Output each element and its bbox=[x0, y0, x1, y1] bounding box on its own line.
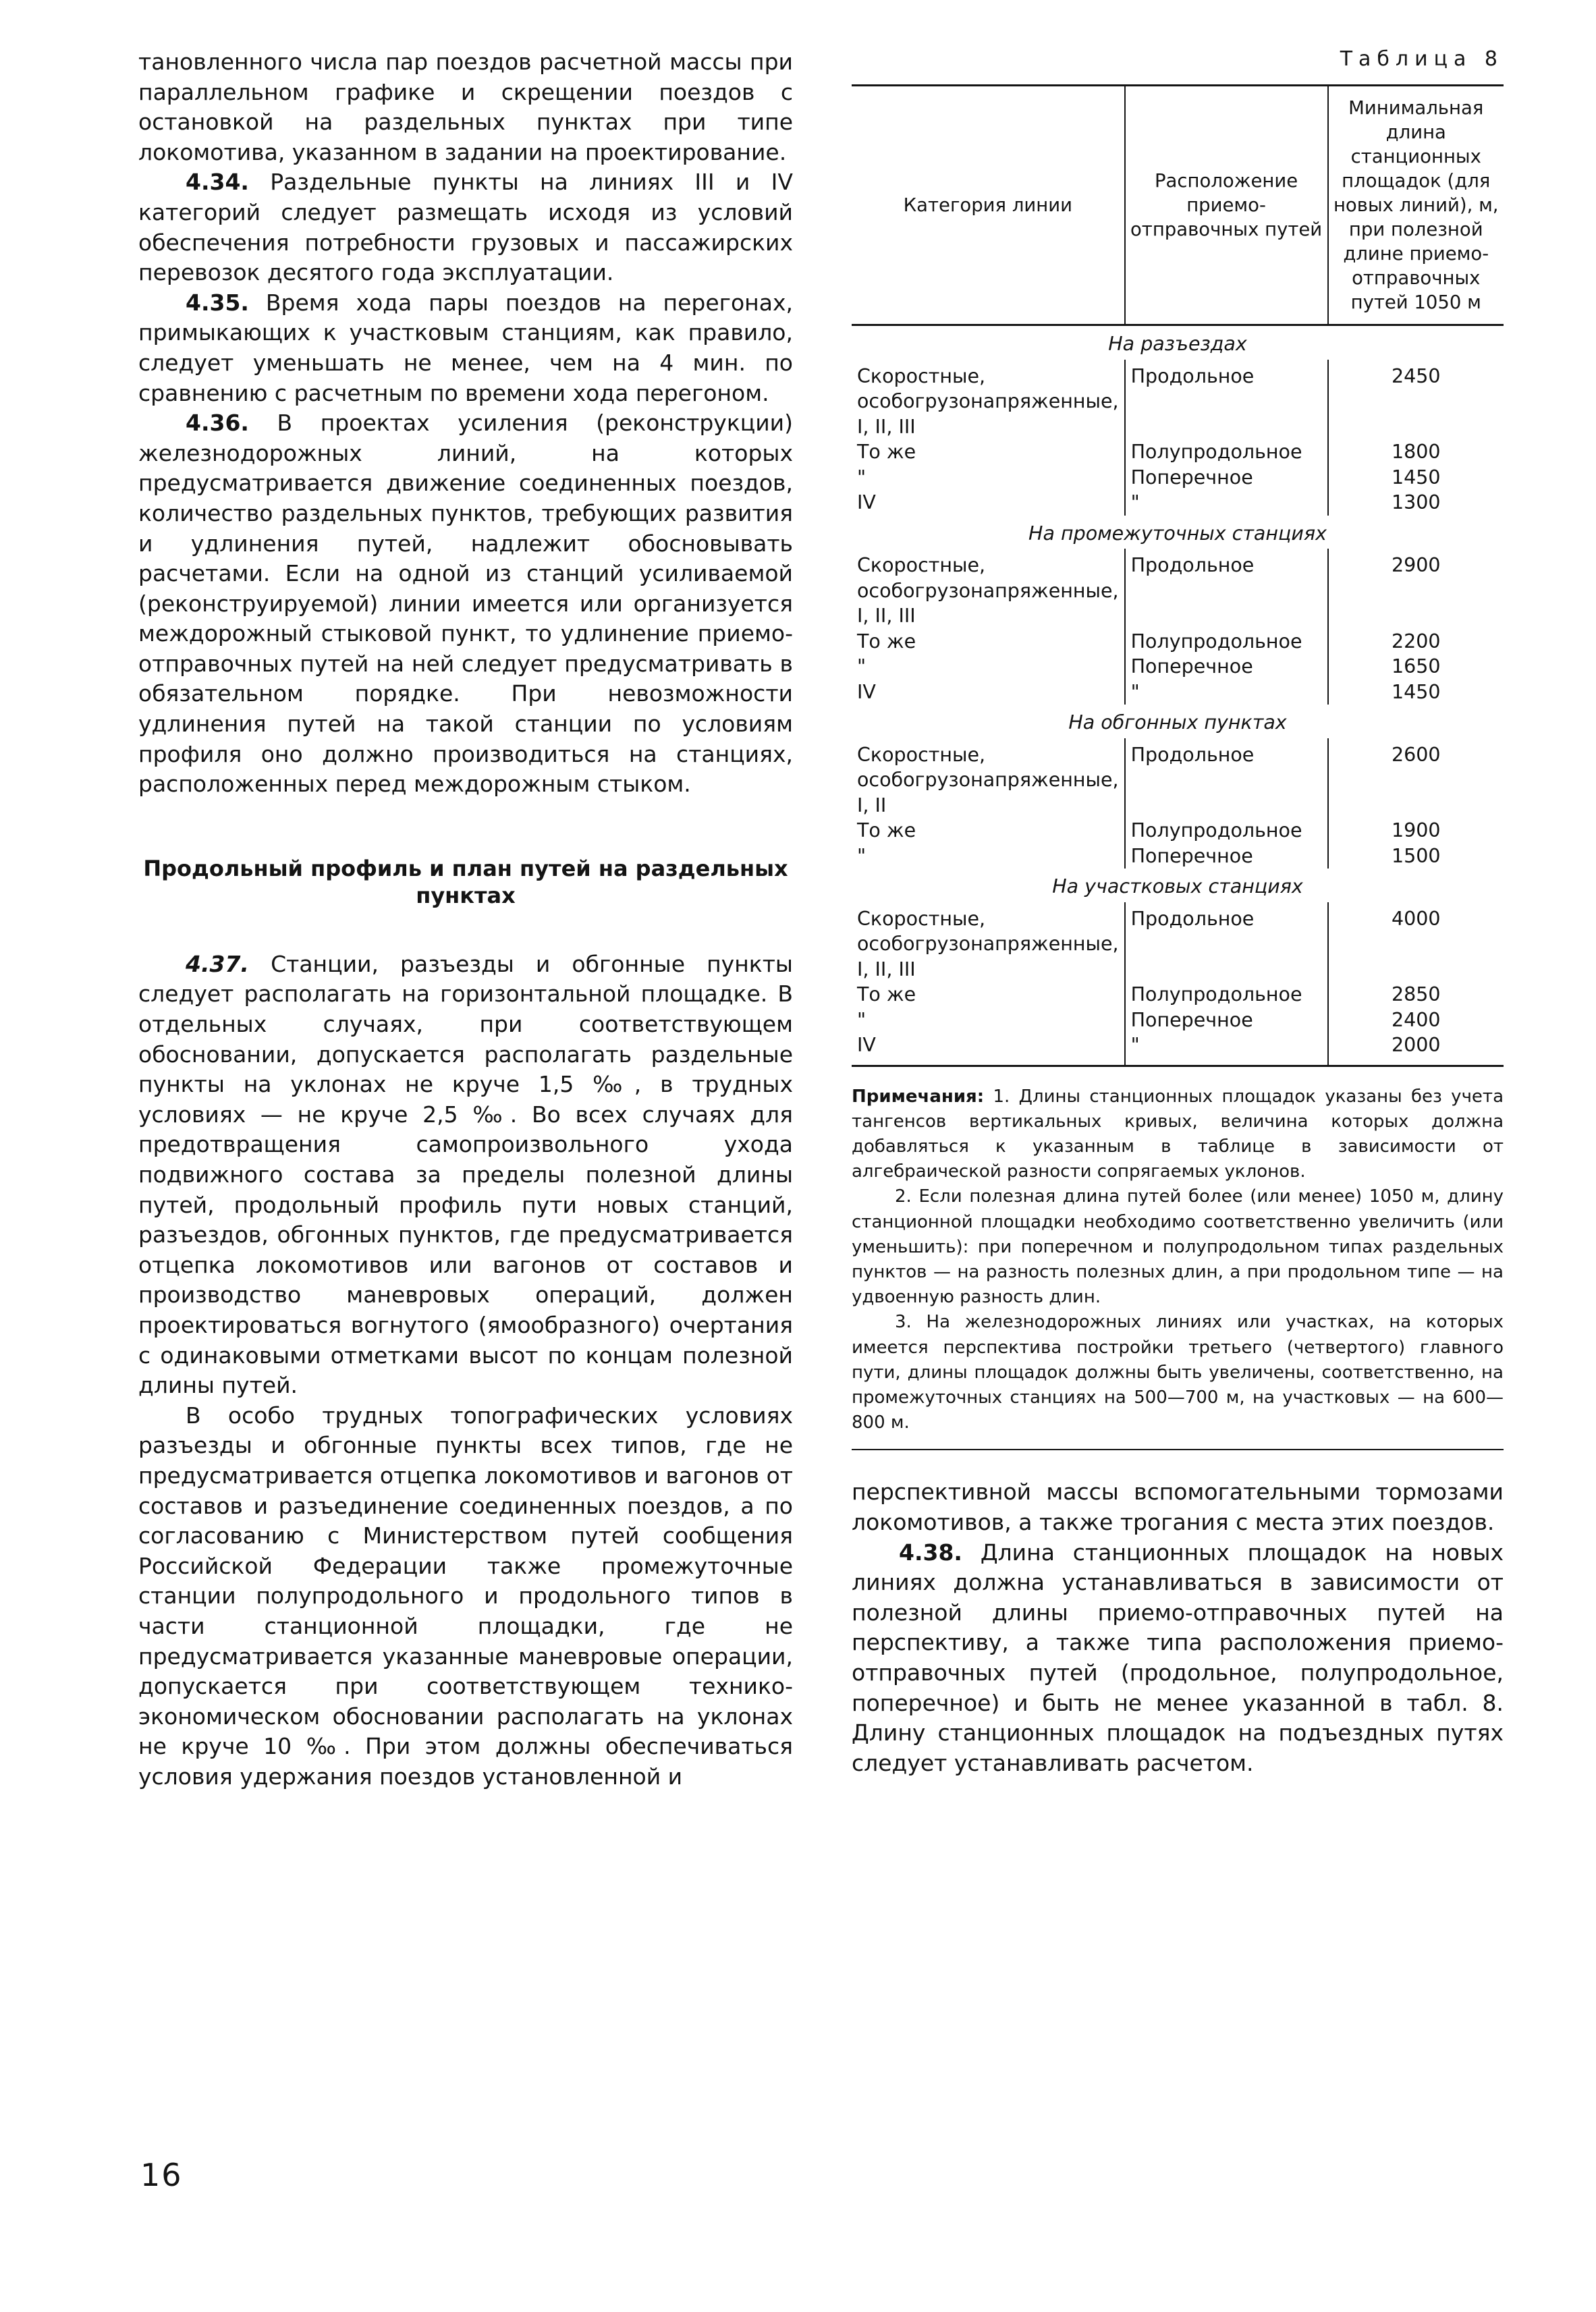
table-section-row bbox=[852, 869, 1504, 902]
table-notes bbox=[852, 1084, 1504, 1436]
cell-length: 2000 bbox=[1328, 1033, 1504, 1066]
table-8 bbox=[852, 84, 1504, 1067]
cell-category: " bbox=[857, 466, 866, 489]
table-row bbox=[852, 629, 1504, 655]
clause-number: 4.37. bbox=[186, 950, 249, 977]
table-row bbox=[852, 439, 1504, 465]
notes-heading: Примечания: bbox=[852, 1086, 985, 1107]
cell-position: Поперечное bbox=[1125, 465, 1328, 491]
cell-category: IV bbox=[857, 680, 876, 703]
cell-position: " bbox=[1125, 680, 1328, 705]
table-row bbox=[852, 844, 1504, 869]
cell-position: Полупродольное bbox=[1125, 818, 1328, 844]
table-header-row bbox=[852, 86, 1504, 325]
header-min-length: Минимальная длина станционных площадок (для новых линий), м, при полезной длине приемо-отправочных путей 1050 м bbox=[1328, 86, 1504, 325]
cell-category: Скоростные, особогрузонапряженные, I, II, III bbox=[857, 554, 1119, 627]
cell-category: IV bbox=[852, 1033, 1125, 1066]
note-text: 1. Длины станционных площадок указаны без учета тангенсов вертикальных кривых, величина которых должна добавляться к указанным в таблице в зависимости от алгебраической разности сопрягаемых уклонов. bbox=[852, 1086, 1504, 1182]
paragraph-4-34 bbox=[138, 167, 793, 287]
clause-text: Длина станционных площадок на новых линиях должна устанавливаться в зависимости от полезной длины приемо-отправочных путей на перспективу, а также типа расположения приемо-отправочных путей (продольное, полупродольное, поперечное) и быть не менее указанной в табл. 8. Длину станционных площадок на подъездных путях следует устанавливать расчетом. bbox=[852, 1539, 1504, 1776]
cell-category: IV bbox=[857, 491, 876, 514]
cell-category: То же bbox=[857, 441, 916, 463]
section-title: На участковых станциях bbox=[1052, 875, 1303, 898]
paragraph-4-38 bbox=[852, 1538, 1504, 1779]
cell-length: 1800 bbox=[1328, 439, 1504, 465]
paragraph-4-36 bbox=[138, 408, 793, 800]
cell-position: Поперечное bbox=[1125, 654, 1328, 680]
cell-category: " bbox=[857, 844, 866, 867]
clause-number: 4.35. bbox=[186, 289, 249, 316]
paragraph-4-37-continued: В особо трудных топографических условиях разъезды и обгонные пункты всех типов, где не предусматривается отцепка локомотивов и вагонов от составов и разъединение соединенных поездов, а по согласованию с Министерством путей сообщения Российской Федерации также промежуточные станции полупродольного и продольного типов в части станционной площадки, где не предусматривается указанные маневровые операции, допускается при соответствующем технико-экономическом обосновании располагать на уклонах не круче 10 ‰. При этом должны обеспечиваться условия удержания поездов установленной и bbox=[138, 1402, 793, 1790]
clause-text: Время хода пары поездов на перегонах, примыкающих к участковым станциям, как правило, следует уменьшать не менее, чем на 4 мин. по сравнению с расчетным по времени хода перегоном. bbox=[138, 289, 793, 406]
cell-position: Полупродольное bbox=[1125, 439, 1328, 465]
cell-category: Скоростные, особогрузонапряженные, I, II, III bbox=[857, 364, 1119, 438]
cell-length: 2900 bbox=[1328, 549, 1504, 629]
page-number: 16 bbox=[140, 2157, 183, 2193]
cell-position: Полупродольное bbox=[1125, 629, 1328, 655]
clause-number: 4.38. bbox=[899, 1539, 962, 1566]
cell-category: То же bbox=[857, 819, 916, 842]
clause-number: 4.36. bbox=[186, 410, 249, 437]
table-section-row bbox=[852, 705, 1504, 738]
cell-position: Продольное bbox=[1125, 738, 1328, 819]
paragraph-4-35 bbox=[138, 288, 793, 408]
section-title: На разъездах bbox=[1108, 333, 1247, 355]
clause-number: 4.34. bbox=[186, 169, 249, 196]
cell-category: " bbox=[857, 1008, 866, 1031]
cell-position: Продольное bbox=[1125, 360, 1328, 440]
table-row bbox=[852, 360, 1504, 440]
clause-text: Раздельные пункты на линиях III и IV категорий следует размещать исходя из условий обеспечения потребности грузовых и пассажирских перевозок десятого года эксплуатации. bbox=[138, 169, 793, 286]
cell-length: 1300 bbox=[1328, 490, 1504, 516]
cell-category: Скоростные, особогрузонапряженные, I, II, III bbox=[857, 907, 1119, 981]
cell-length: 1450 bbox=[1328, 465, 1504, 491]
header-position: Расположение приемо-отправочных путей bbox=[1125, 86, 1328, 325]
table-row bbox=[852, 1008, 1504, 1033]
paragraph-continuation: тановленного числа пар поездов расчетной массы при параллельном графике и скрещении поездов с остановкой на раздельных пунктах при типе локомотива, указанном в задании на проектирование. bbox=[138, 49, 793, 165]
header-category: Категория линии bbox=[852, 86, 1125, 325]
table-row bbox=[852, 738, 1504, 819]
table-section-row bbox=[852, 325, 1504, 360]
paragraph-4-37 bbox=[138, 949, 793, 1401]
cell-position: Продольное bbox=[1125, 902, 1328, 983]
note-2: 2. Если полезная длина путей более (или менее) 1050 м, длину станционной площадки необходимо соответственно увеличить (или уменьшить): при поперечном и полупродольном типах раздельных пунктов — на разность полезных длин, а при продольном типе — на удвоенную разность длин. bbox=[852, 1186, 1504, 1308]
table-body bbox=[852, 325, 1504, 1066]
cell-length: 4000 bbox=[1328, 902, 1504, 983]
section-title: На обгонных пунктах bbox=[1068, 711, 1287, 734]
table-row bbox=[852, 549, 1504, 629]
right-column bbox=[852, 47, 1504, 1778]
cell-position: Продольное bbox=[1125, 549, 1328, 629]
cell-length: 2850 bbox=[1328, 982, 1504, 1008]
section-title: На промежуточных станциях bbox=[1028, 522, 1327, 545]
table-row bbox=[852, 982, 1504, 1008]
notes-divider bbox=[852, 1449, 1504, 1450]
table-label: Таблица 8 bbox=[1340, 47, 1504, 71]
section-heading: Продольный профиль и план путей на раздельных пунктах bbox=[143, 855, 788, 908]
note-1 bbox=[852, 1084, 1504, 1185]
paragraph-4-37-end: перспективной массы вспомогательными тормозами локомотивов, а также трогания с места этих поездов. bbox=[852, 1479, 1504, 1535]
cell-category: То же bbox=[857, 983, 916, 1006]
cell-length: 1500 bbox=[1328, 844, 1504, 869]
table-section-row bbox=[852, 516, 1504, 549]
cell-length: 1900 bbox=[1328, 818, 1504, 844]
cell-position: Поперечное bbox=[1125, 844, 1328, 869]
cell-position: Полупродольное bbox=[1125, 982, 1328, 1008]
cell-category: То же bbox=[857, 630, 916, 653]
cell-length: 2450 bbox=[1328, 360, 1504, 440]
cell-position: " bbox=[1125, 1033, 1328, 1066]
cell-category: " bbox=[857, 655, 866, 678]
table-row bbox=[852, 1033, 1504, 1066]
table-row bbox=[852, 680, 1504, 705]
cell-length: 2200 bbox=[1328, 629, 1504, 655]
clause-text: В проектах усиления (реконструкции) железнодорожных линий, на которых предусматривается движение соединенных поездов, количество раздельных пунктов, требующих развития и удлинения путей, надлежит обосновывать расчетами. Если на одной из станций усиливаемой (реконструируемой) линии имеется или организуется междорожный стыковой пункт, то удлинение приемо-отправочных путей на ней следует предусматривать в обязательном порядке. При невозможности удлинения путей на такой станции по условиям профиля оно должно производиться на станциях, расположенных перед междорожным стыком. bbox=[138, 410, 793, 798]
cell-category: Скоростные, особогрузонапряженные, I, II bbox=[857, 743, 1119, 817]
table-row bbox=[852, 902, 1504, 983]
cell-position: Поперечное bbox=[1125, 1008, 1328, 1033]
cell-length: 1450 bbox=[1328, 680, 1504, 705]
cell-length: 1650 bbox=[1328, 654, 1504, 680]
table-row bbox=[852, 490, 1504, 516]
clause-text: Станции, разъезды и обгонные пункты следует располагать на горизонтальной площадке. В отдельных случаях, при соответствующем обосновании, допускается располагать раздельные пункты на уклонах не круче 1,5 ‰, в трудных условиях — не круче 2,5 ‰. Во всех случаях для предотвращения самопроизвольного ухода подвижного состава за пределы полезной длины путей, продольный профиль пути новых станций, разъездов, обгонных пунктов, где предусматривается отцепка локомотивов или вагонов от составов и производство маневровых операций, должен проектироваться вогнутого (ямообразного) очертания с одинаковыми отметками высот по концам полезной длины путей. bbox=[138, 950, 793, 1399]
note-3: 3. На железнодорожных линиях или участках, на которых имеется перспектива постройки третьего (четвертого) главного пути, длины площадок должны быть увеличены, соответственно, на промежуточных станциях на 500—700 м, на участковых — на 600—800 м. bbox=[852, 1312, 1504, 1433]
cell-length: 2600 bbox=[1328, 738, 1504, 819]
left-column bbox=[138, 47, 793, 1792]
table-row bbox=[852, 654, 1504, 680]
table-row bbox=[852, 465, 1504, 491]
cell-length: 2400 bbox=[1328, 1008, 1504, 1033]
table-row bbox=[852, 818, 1504, 844]
cell-position: " bbox=[1125, 490, 1328, 516]
